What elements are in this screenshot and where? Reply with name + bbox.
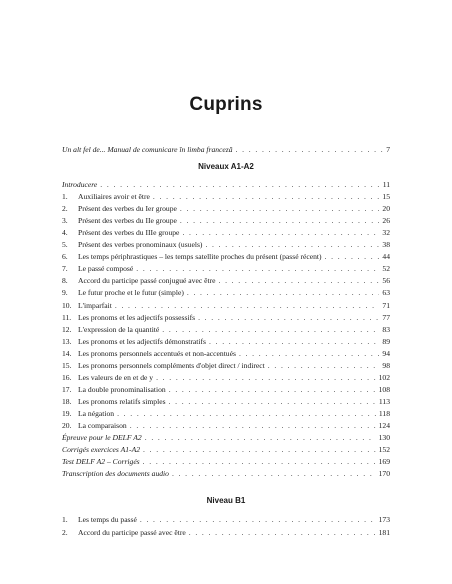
toc-entry-label <box>62 204 177 213</box>
toc-entry-number: 4. <box>62 228 68 238</box>
toc-entry-label <box>62 373 153 382</box>
leader-dots <box>239 349 379 358</box>
toc-entry-title: Les pronoms et les adjectifs démonstratifs <box>78 336 207 346</box>
toc-entry-title: Les pronoms personnels compléments d'objet direct / indirect <box>78 360 265 370</box>
section-heading-b1: Niveau B1 <box>206 496 246 505</box>
toc-entry-number: 14. <box>62 348 72 358</box>
toc-entry[interactable] <box>62 457 390 466</box>
leader-dots <box>209 337 379 346</box>
leader-dots <box>268 361 380 370</box>
toc-entry-number: 5. <box>62 240 68 250</box>
toc-entry[interactable] <box>62 397 390 406</box>
toc-entry-label <box>62 228 179 237</box>
toc-entry-page: 7 <box>386 145 390 154</box>
leader-dots <box>198 313 379 322</box>
toc-entry-label <box>62 433 142 442</box>
toc-entry-title: Le passé composé <box>78 264 134 274</box>
toc-entry-number: 13. <box>62 336 72 346</box>
leader-dots <box>182 228 379 237</box>
toc-entry[interactable] <box>62 469 390 478</box>
toc-entry-number: 11. <box>62 312 72 322</box>
toc-entry[interactable] <box>62 445 390 454</box>
leader-dots <box>136 264 379 273</box>
toc-entry-title: Les valeurs de en et de y <box>78 372 154 382</box>
toc-entry-label <box>62 397 166 406</box>
toc-entry-title: Test DELF A2 – Corrigés <box>62 457 140 467</box>
toc-entry-title: Introducere <box>62 180 98 189</box>
toc-entry-label: Un alt fel de... Manual de comunicare în limba franceză <box>62 145 233 154</box>
toc-entry-title: La comparaison <box>78 421 127 430</box>
toc-entry-number: 15. <box>62 360 72 370</box>
leader-dots <box>140 515 376 524</box>
toc-entry-label <box>62 349 236 358</box>
toc-entry-title: Présent des verbes du Ier groupe <box>78 204 177 214</box>
toc-entry-label <box>62 457 140 466</box>
toc-entry[interactable] <box>62 228 390 237</box>
toc-entry-label <box>62 515 137 524</box>
toc-entry-title: La double pronominalisation <box>78 384 166 394</box>
toc-entry-page: 94 <box>382 348 390 358</box>
toc-entry-page: 77 <box>382 312 390 322</box>
toc-entry-page: 38 <box>382 240 390 250</box>
leader-dots <box>205 240 379 249</box>
leader-dots <box>218 276 379 285</box>
toc-entry-number: 18. <box>62 396 72 406</box>
toc-entry-page: 89 <box>382 336 390 346</box>
toc-entry-label <box>62 361 265 370</box>
toc-entry-label <box>62 469 169 478</box>
leader-dots <box>143 457 376 466</box>
toc-entry-title: Présent des verbes du IIe groupe <box>78 216 177 226</box>
toc-entry-number: 2. <box>62 204 68 214</box>
toc-entry-number: 9. <box>62 288 68 298</box>
toc-entry-label <box>62 288 184 297</box>
toc-entry-label <box>62 313 195 322</box>
toc-entry-page: 118 <box>378 408 390 418</box>
leader-dots <box>117 409 376 418</box>
toc-intro-row[interactable] <box>62 145 390 154</box>
leader-dots <box>180 204 380 213</box>
leader-dots <box>236 145 384 154</box>
toc-entry-number: 2. <box>62 527 68 537</box>
toc-entry-label <box>62 180 97 189</box>
toc-entry-page: 152 <box>378 445 390 455</box>
toc-entry[interactable] <box>62 515 390 524</box>
toc-entry-title: La négation <box>78 408 115 418</box>
toc-entry-page: 98 <box>382 360 390 370</box>
leader-dots <box>143 445 376 454</box>
leader-dots <box>156 373 376 382</box>
toc-entry[interactable] <box>62 192 390 201</box>
toc-entry-title: Présent des verbes pronominaux (usuels) <box>78 240 203 250</box>
toc-entry[interactable] <box>62 385 390 394</box>
toc-entry-page: 83 <box>382 324 390 334</box>
leader-dots <box>187 288 380 297</box>
toc-entry-label <box>62 252 322 261</box>
toc-entry[interactable] <box>62 325 390 334</box>
leader-dots <box>189 528 376 537</box>
leader-dots <box>153 192 380 201</box>
toc-entry-number: 7. <box>62 264 68 274</box>
toc-entry-page: 173 <box>378 515 390 524</box>
toc-entry[interactable] <box>62 216 390 225</box>
toc-entry[interactable] <box>62 204 390 213</box>
toc-entry-number: 16. <box>62 372 72 382</box>
toc-entry-label <box>62 301 112 310</box>
toc-entry-page: 15 <box>382 192 390 202</box>
toc-entry-title: Transcription des documents audio <box>62 469 169 479</box>
toc-entry-page: 52 <box>382 264 390 274</box>
toc-entry-title: Les pronoms relatifs simples <box>78 396 166 406</box>
toc-entry-title: Accord du participe passé conjugué avec être <box>78 276 216 286</box>
toc-entry-title: Épreuve pour le DELF A2 <box>62 433 142 443</box>
toc-entry-number: 8. <box>62 276 68 286</box>
toc-entry-page: 102 <box>378 372 390 382</box>
toc-entry-page: 113 <box>378 396 390 406</box>
toc-entry[interactable] <box>62 276 390 285</box>
toc-entry[interactable] <box>62 301 390 310</box>
toc-entry-number: 20. <box>62 421 72 430</box>
toc-entry-title: Les pronoms et les adjectifs possessifs <box>78 312 196 322</box>
toc-entry-page: 181 <box>378 527 390 537</box>
toc-entry-label <box>62 240 202 249</box>
toc-entry-page: 124 <box>378 421 390 430</box>
toc-entry-page: 20 <box>382 204 390 214</box>
toc-entry-title: Les temps périphrastiques – les temps satellite proches du présent (passé récent) <box>78 252 322 262</box>
toc-entry-title: Présent des verbes du IIIe groupe <box>78 228 180 238</box>
toc-entry[interactable] <box>62 264 390 273</box>
toc-entry-page: 108 <box>378 384 390 394</box>
leader-dots <box>145 433 376 442</box>
toc-entry-page: 169 <box>378 457 390 467</box>
toc-entry-page: 170 <box>378 469 390 479</box>
toc-entry[interactable] <box>62 337 390 346</box>
toc-entry-page: 130 <box>378 433 390 443</box>
toc-entry-title: Le futur proche et le futur (simple) <box>78 288 184 298</box>
toc-entry[interactable] <box>62 180 390 189</box>
toc-entry-label <box>62 264 133 273</box>
leader-dots <box>130 421 376 430</box>
toc-entry[interactable] <box>62 433 390 442</box>
toc-entry[interactable] <box>62 373 390 382</box>
toc-entry-label <box>62 192 150 201</box>
leader-dots <box>100 180 379 189</box>
toc-entry-page: 71 <box>382 300 390 310</box>
toc-entry-label <box>62 325 159 334</box>
toc-entry-title: Corrigés exercices A1-A2 <box>62 445 141 455</box>
toc-entry-page: 26 <box>382 216 390 226</box>
toc-entry-number: 3. <box>62 216 68 226</box>
leader-dots <box>180 216 380 225</box>
toc-entry-page: 56 <box>382 276 390 286</box>
leader-dots <box>169 397 376 406</box>
toc-entry-label <box>62 409 114 418</box>
leader-dots <box>172 469 376 478</box>
toc-entry[interactable] <box>62 252 390 261</box>
toc-entry-title: Auxiliaires avoir et être <box>78 192 150 202</box>
toc-entry[interactable] <box>62 240 390 249</box>
toc-entry-number: 19. <box>62 408 72 418</box>
toc-entry-number: 1. <box>62 192 68 202</box>
toc-entry-number: 17. <box>62 384 72 394</box>
toc-entry-label <box>62 421 127 430</box>
toc-entry-label <box>62 337 206 346</box>
toc-entry-number: 10. <box>62 300 72 310</box>
toc-entry-title: L'imparfait <box>78 300 112 310</box>
toc-entry-number: 6. <box>62 252 68 262</box>
toc-entry-label <box>62 216 177 225</box>
leader-dots <box>162 325 379 334</box>
leader-dots <box>325 252 380 261</box>
toc-entry[interactable] <box>62 361 390 370</box>
toc-entry-label <box>62 445 140 454</box>
toc-entry[interactable] <box>62 349 390 358</box>
toc-entry-page: 32 <box>382 228 390 238</box>
leader-dots <box>115 301 380 310</box>
toc-entry-page: 11 <box>382 180 390 189</box>
toc-entry-title: L'expression de la quantité <box>78 324 160 334</box>
toc-entry-title: Les pronoms personnels accentués et non-accentués <box>78 348 236 358</box>
toc-entry-title: Les temps du passé <box>78 515 137 524</box>
toc-entry[interactable] <box>62 409 390 418</box>
section-heading-a1-a2: Niveaux A1-A2 <box>198 162 254 171</box>
toc-entry-label <box>62 276 215 285</box>
toc-entry-page: 63 <box>382 288 390 298</box>
toc-entry[interactable] <box>62 528 390 537</box>
toc-entry-title: Accord du participe passé avec être <box>78 527 186 537</box>
toc-entry[interactable] <box>62 288 390 297</box>
page-title: Cuprins <box>189 94 263 115</box>
toc-entry-label <box>62 528 186 537</box>
toc-entry-label <box>62 385 166 394</box>
toc-entry-number: 1. <box>62 515 68 524</box>
leader-dots <box>169 385 376 394</box>
toc-entry-page: 44 <box>382 252 390 262</box>
toc-entry[interactable] <box>62 313 390 322</box>
toc-entry[interactable] <box>62 421 390 430</box>
toc-entry-number: 12. <box>62 324 72 334</box>
